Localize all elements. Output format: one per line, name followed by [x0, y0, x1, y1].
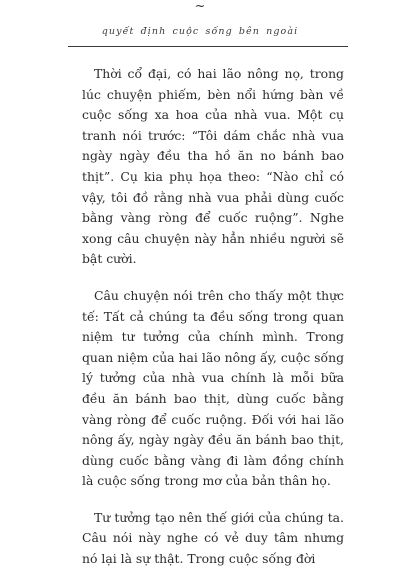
header-ornament: ~ — [194, 0, 206, 14]
paragraph-3: Tư tưởng tạo nên thế giới của chúng ta. Câu nói này nghe có vẻ duy tâm nhưng nó lại là sự thật. Trong cuộc sống đời — [82, 509, 344, 567]
paragraph-1: Thời cổ đại, có hai lão nông nọ, trong lúc chuyện phiếm, bèn nổi hứng bàn về cuộc sống xa hoa của nhà vua. Một cụ tranh nói trước: “Tôi dám chắc nhà vua ngày ngày đều tha hồ ăn no bánh bao thịt”. Cụ kia phụ họa theo: “Nào chỉ có vậy, tôi đồ rằng nhà vua phải dùng cuốc bằng vàng ròng để cuốc ruộng”. Nghe xong câu chuyện này hẳn nhiều người sẽ bật cười. — [82, 66, 344, 267]
chapter-subtitle: quyết định cuộc sống bên ngoài — [101, 26, 299, 37]
body-text — [82, 64, 344, 586]
header-divider — [68, 46, 348, 47]
paragraph-2: Câu chuyện nói trên cho thấy một thực tế: Tất cả chúng ta đều sống trong quan niệm tư tưởng của chính mình. Trong quan niệm của hai lão nông ấy, cuộc sống lý tưởng của nhà vua chính là mỗi bữa đều ăn bánh bao thịt, dùng cuốc bằng vàng ròng để cuốc ruộng. Đối với hai lão nông ấy, ngày ngày đều ăn bánh bao thịt, dùng cuốc bằng vàng đi làm đồng chính là cuộc sống trong mơ của bản thân họ. — [82, 287, 344, 489]
